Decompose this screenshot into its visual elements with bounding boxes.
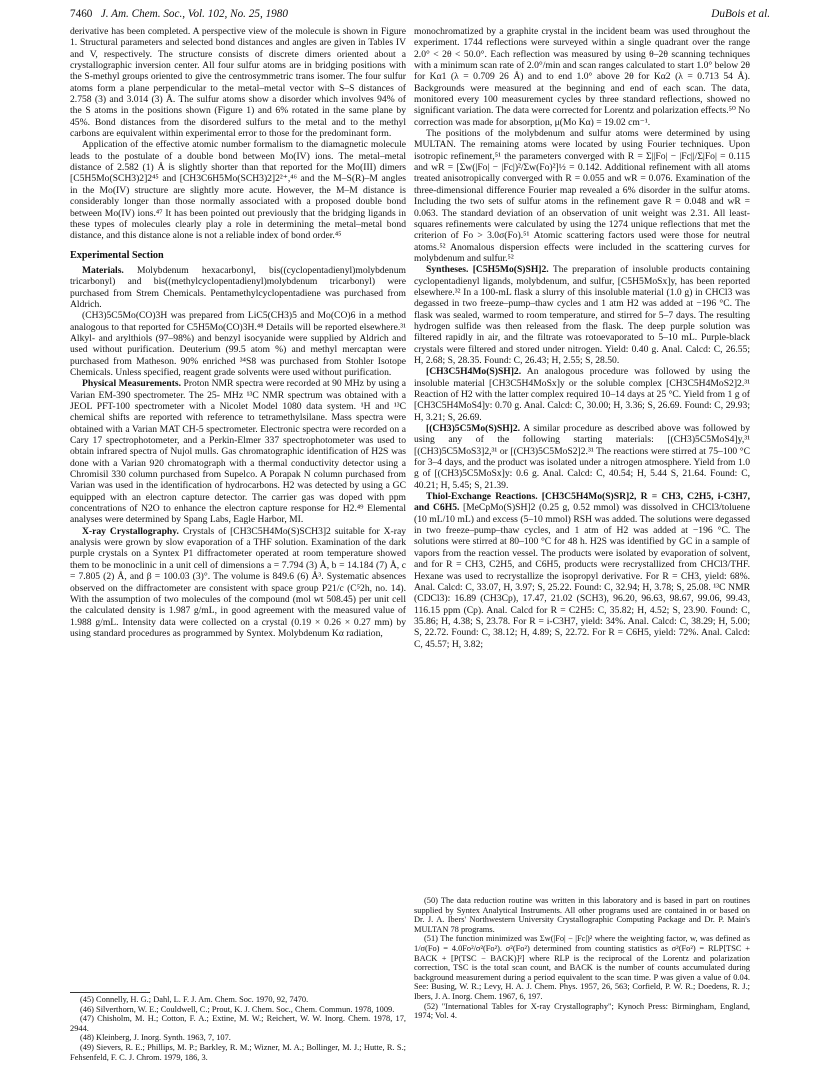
- paragraph-text: A similar procedure as described above was followed by using any of the following starting materials: [(CH3)5C5MoS4]y,³¹ [(CH3)5C5MoS3]2,³¹ or [(CH3)5C5MoS2]2.³¹ The reactions were stirred at 75–100 °C for 3–4 days, and the product was isolated under a nitrogen atmosphere. Yield from 1.0 g of [(CH3)5C5MoSx]y: 0.6 g. Anal. Calcd: C, 40.54; H, 5.44 S, 21.64. Found: C, 40.21; H, 5.45; S, 21.39.: [414, 423, 751, 491]
- footnote-rule: [70, 992, 150, 993]
- runin-heading: [(CH3)5C5Mo(S)SH]2.: [426, 423, 521, 435]
- paragraph: Application of the effective atomic number formalism to the diamagnetic molecule leads to the postulate of a double bond between Mo(IV) ions. The metal–metal distance of 2.582 (1) Å is slightly shorter than that reported for the Mo(III) dimers [C5H5Mo(SCH3)2]2⁴⁵ and [CH3C6H5Mo(SCH3)2]2²⁺,⁴⁶ and the M–S(R)–M angles in the Mo(IV) structure are slightly more acute. However, the M–M distance is considerably longer than those normally associated with a proposed double bond between Mo(IV) ions.⁴⁷ It has been pointed out previously that the bridging ligands in these types of molecules clearly play a role in determining the metal–metal bond distance, and this distance alone is not a reliable index of bond order.⁴⁵: [70, 139, 406, 242]
- page-number: 7460: [70, 8, 93, 20]
- page-header: [70, 8, 770, 24]
- paragraph-text: Proton NMR spectra were recorded at 90 MHz by using a Varian EM-390 spectrometer. The 25- MHz ¹³C NMR spectrum was obtained with a JEOL PFT-100 spectrometer with a Nicolet Model 1080 data system. ¹H and ¹³C chemical shifts are reported with reference to tetramethylsilane. Mass spectra were obtained with a Varian MAT CH-5 spectrometer. Electronic spectra were recorded on a Cary 17 spectrophotometer, and a Perkin-Elmer 337 spectrophotometer was used to obtain infrared spectra of Nujol mulls. Gas chromatographic identification of H2S was done with a Varian 920 chromatograph with a thermal conductivity detector using a Chromisil 330 column purchased from Supelco. A Porapak N column purchased from Varian was used in the identification of hydrocarbons. H2 was detected by using a GC equipped with an electron capture detector. The carrier gas was doped with ppm concentrations of N2O to enhance the electron capture response for H2.⁴⁹ Elemental analyses were determined by Spang Labs, Eagle Harbor, MI.: [70, 378, 406, 526]
- runin-heading: [CH3C5H4Mo(S)SH]2.: [426, 366, 522, 378]
- paragraph: derivative has been completed. A perspective view of the molecule is shown in Figure 1. Structural parameters and selected bond distances and angles are given in Tables IV and V, respectively. The structure consists of discrete dimers oriented about a crystallographic inversion center. All four sulfur atoms are in bridging positions with the S-methyl groups oriented to give the centrosymmetric trans isomer. The four sulfur atoms form a plane perpendicular to the metal–metal vector with S–S distances of 2.758 (3) and 3.014 (3) Å. The sulfur atoms show a disorder which involves 94% of the S atoms in the positions shown (Figure 1) and 6% rotated in the same plane by 45%. Bond distances from the disordered sulfurs to the metal and to the methyl carbons are equivalent within experimental error to those for the predominant form.: [70, 26, 406, 140]
- right-column: [414, 26, 750, 650]
- paragraph-text: The preparation of insoluble products containing cyclopentadienyl ligands, molybdenum, and sulfur, [C5H5MoSx]y, has been reported elsewhere.³² In a 100-mL flask a slurry of this insoluble material (1.0 g) in CHCl3 was degassed in two freeze–pump–thaw cycles and 1 atm H2 was added at −196 °C. The flask was sealed, warmed to room temperature, and stirred for 5–7 days. The resulting hydrogen sulfide was then released from the flask. The deep purple solution was filtered rapidly in air, and the filtrate was rotoevaporated to 5–10 mL. Purple-black crystals were filtered and stored under nitrogen. Yield: 0.40 g. Anal. Calcd: C, 26.55; H, 2.68; S, 28.35. Found: C, 26.43; H, 2.55; S, 28.50.: [414, 264, 750, 366]
- footnote: (45) Connelly, H. G.; Dahl, L. F. J. Am. Chem. Soc. 1970, 92, 7470.: [80, 995, 309, 1004]
- footnote: (47) Chisholm, M. H.; Cotton, F. A.; Extine, M. W.; Reichert, W. W. Inorg. Chem. 1978, 17, 2944.: [70, 1014, 406, 1033]
- paragraph-cp: [414, 423, 750, 491]
- footnote: (51) The function minimized was Σw(|Fo| − |Fc|)² where the weighting factor, w, was defined as 1/σ(Fo) = 4.0Fo²/σ²(Fo²). σ²(Fo²) determined from counting statistics as σ²(Fo²) = RLP[TSC + BACK + [P(TSC − BACK)]²] where RLP is the reciprocal of the Lorentz and polarization correction, TSC is the total scan count, and BACK is the number of counts accumulated during background measurement during a period equivalent to the scan time. P was given a value of 0.04. See: Busing, W. R.; Levy, H. A. J. Chem. Phys. 1957, 26, 563; Corfield, P. W. R.; Doedens, R. J.; Ibers, J. A. Inorg. Chem. 1967, 6, 197.: [414, 934, 750, 1001]
- runin-heading: Materials.: [82, 264, 124, 276]
- paragraph-text: An analogous procedure was followed by using the insoluble material [CH3C5H4MoSx]y or the soluble complex [CH3C5H4MoS2]2.³¹ Reaction of H2 with the latter complex required 10–14 days at 25 °C. Yield from 1 g of [CH3C5H4MoS4]y: 0.70 g. Anal. Calcd: C, 30.00; H, 3.36; S, 26.69. Found: C, 29.93; H, 3.21; S, 26.69.: [414, 366, 750, 423]
- paragraph-syntheses: [414, 264, 750, 366]
- footnote: (48) Kleinberg, J. Inorg. Synth. 1963, 7, 107.: [80, 1033, 231, 1043]
- section-heading: Experimental Section: [70, 249, 164, 261]
- left-column: [70, 26, 406, 639]
- paragraph-thiol: [414, 491, 750, 650]
- paragraph: monochromatized by a graphite crystal in the incident beam was used throughout the experiment. 1744 reflections were surveyed within a single quadrant over the range 2.0° < 2θ < 50.0°. Each reflection was measured by using θ–2θ scanning techniques with a minimum scan rate of 2.0°/min and scan ranges calculated to start 1.0° below 2θ for Kα1 (λ = 0.709 26 Å) and to end 1.0° above 2θ for Kα2 (λ = 0.713 54 Å). Backgrounds were measured at the beginning and end of each scan. The data, monitored every 100 measurement cycles by three standard reflections, showed no significant variation. The data were corrected for Lorentz and polarization effects.⁵⁰ No correction was made for absorption, μ(Mo Kα) = 19.02 cm⁻¹.: [414, 26, 750, 128]
- paragraph: The positions of the molybdenum and sulfur atoms were determined by using MULTAN. The remaining atoms were located by using Fourier techniques. Upon isotropic refinement,⁵¹ the parameters converged with R = Σ||Fo| − |Fc||/Σ|Fo| = 0.115 and wR = [Σw(|Fo| − |Fc|)²/Σw(Fo)²]½ = 0.142. Additional refinement with all atoms treated anisotropically converged with R = 0.055 and wR = 0.076. Examination of the three-dimensional difference Fourier map revealed a 6% disorder in the sulfur atoms. Including the two sets of sulfur atoms in the refinement gave R = 0.048 and wR = 0.063. The standard deviation of an observation of unit weight was 2.31. All least-squares refinements were calculated by using the 1274 unique reflections that met the criterion of Fo > 3.0σ(Fo).⁵¹ Atomic scattering factors used were those for neutral atoms.⁵² Anomalous dispersion effects were included in the scattering curves for molybdenum and sulfur.⁵²: [414, 128, 750, 264]
- running-head-left: [70, 8, 288, 20]
- paragraph: (CH3)5C5Mo(CO)3H was prepared from LiC5(CH3)5 and Mo(CO)6 in a method analogous to that reported for C5H5Mo(CO)3H.⁴⁸ Details will be reported elsewhere.³¹ Alkyl- and arylthiols (97–98%) and benzyl isocyanide were supplied by Aldrich and used without purification. Deuterium (99.5 atom %) and methyl mercaptan were purchased from Matheson. 90% enriched ³⁴S8 was purchased from Stohler Isotope Chemicals. Unless specified, reagent grade solvents were used without purification.: [70, 310, 406, 378]
- running-head-authors: DuBois et al.: [711, 8, 770, 20]
- runin-heading: Thiol-Exchange Reactions. [CH3C5H4Mo(S)SR]2, R = CH3, C2H5, i-C3H7, and C6H5.: [414, 491, 750, 514]
- journal-citation: J. Am. Chem. Soc., Vol. 102, No. 25, 1980: [100, 8, 288, 20]
- paragraph-text: Crystals of [CH3C5H4Mo(S)SCH3]2 suitable for X-ray analysis were grown by slow evaporation of a THF solution. Examination of the dark purple crystals on a Syntex P1 diffractometer operated at room temperature showed them to be monoclinic in a unit cell of dimensions a = 7.794 (3) Å, b = 14.184 (7) Å, c = 7.805 (2) Å, and β = 100.03 (3)°. The volume is 849.6 (6) Å³. Systematic absences observed on the diffractometer are consistent with space group P21/c (C⁵2h, no. 14). With the assumption of two molecules of the compound (mol wt 508.45) per unit cell the calculated density is 1.987 g/mL, in good agreement with the measured value of 1.988 g/mL. Intensity data were collected on a crystal (0.19 × 0.26 × 0.27 mm) by using standard procedures as programmed by Syntex. Molybdenum Kα radiation,: [70, 525, 406, 639]
- footnote: (46) Silverthorn, W. E.; Couldwell, C.; Prout, K. J. Chem. Soc., Chem. Commun. 1978, 1009.: [80, 1004, 395, 1014]
- paragraph-ch3: [414, 366, 750, 423]
- footnote: (50) The data reduction routine was written in this laboratory and is based in part on routines supplied by Syntex Analytical Instruments. All other programs used are contained in or based on Dr. J. A. Ibers' Northwestern University Crystallographic Computing Package and Dr. P. Main's MULTAN 78 programs.: [414, 896, 750, 934]
- runin-heading: X-ray Crystallography.: [82, 525, 179, 537]
- runin-heading: Syntheses. [C5H5Mo(S)SH]2.: [426, 264, 549, 276]
- footnote: (49) Sievers, R. E.; Phillips, M. P.; Barkley, R. M.; Wizner, M. A.; Bollinger, M. J.; Hutte, R. S.; Fehsenfeld, F. C. J. Chrom. 1979, 186, 3.: [70, 1042, 406, 1062]
- footnote: (52) "International Tables for X-ray Crystallography"; Kynoch Press: Birmingham, England, 1974; Vol. 4.: [414, 1001, 750, 1021]
- paragraph-text: [MeCpMo(S)SH]2 (0.25 g, 0.52 mmol) was dissolved in CHCl3/toluene (10 mL/10 mL) and excess (5–10 mmol) RSH was added. The solutions were degassed in two freeze–pump–thaw cycles, and 1 atm of H2 was added at −196 °C. The solutions were stirred at 80–100 °C for 48 h. H2S was identified by GC in a sample of vapors from the reaction vessel. The products were isolated by evaporation of solvent, and for R = CH3, C2H5, and C6H5, products were recrystallized from CHCl3/THF. Hexane was used to recrystallize the isopropyl derivative. For R = CH3, yield: 68%. Anal. Calcd: C, 33.07, H, 3.97; S, 25.22. Found: C, 32.94; H, 3.78; S, 25.08. ¹³C NMR (CDCl3): 16.89 (CH3Cp), 17.47, 21.02 (SCH3), 96.20, 96.63, 98.67, 99.06, 99.43, 116.15 ppm (Cp). Anal. Calcd for R = C2H5: C, 35.82; H, 4.52; S, 23.90. Found: C, 35.86; H, 4.38; S, 23.78. For R = i-C3H7, yield: 34%. Anal. Calcd: C, 38.29; H, 5.00; S, 22.72. Found: C, 38.12; H, 4.89; S, 22.72. For R = C6H5, yield: 72%. Anal. Calcd: C, 45.57; H, 3.82;: [414, 502, 750, 650]
- paragraph-materials: [70, 265, 406, 310]
- paragraph-xray: [70, 526, 406, 639]
- runin-heading: Physical Measurements.: [82, 378, 182, 390]
- footnotes-right: [414, 896, 750, 1021]
- paragraph-text: Molybdenum hexacarbonyl, bis((cyclopentadienyl)molybdenum tricarbonyl) and bis((methylcyclopentadienyl)molybdenum tricarbonyl) were purchased from Strem Chemicals. Pentamethylcyclopentadiene was purchased from Aldrich.: [70, 264, 406, 310]
- footnotes-left: [70, 992, 406, 1062]
- paragraph-physical: [70, 378, 406, 525]
